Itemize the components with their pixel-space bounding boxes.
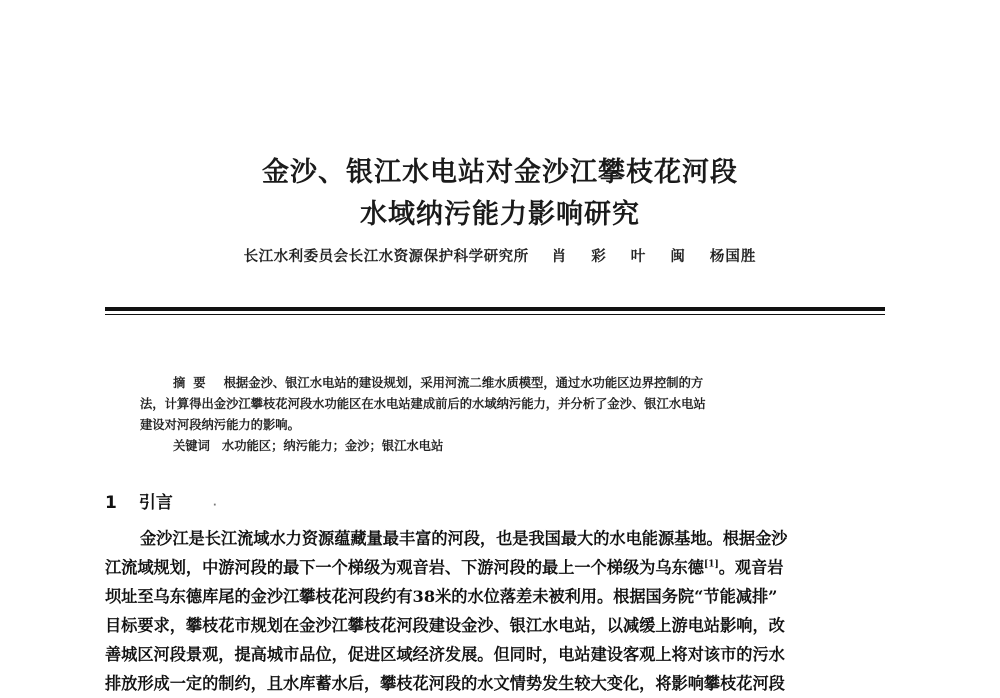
body-line-3: 坝址至乌东德库尾的金沙江攀枝花河段约有38米的水位落差未被利用。根据国务院“节能减排” bbox=[105, 587, 778, 606]
section-number: 1 bbox=[105, 493, 117, 513]
body-line-2 bbox=[105, 553, 885, 582]
author-affiliation: 长江水利委员会长江水资源保护科学研究所 bbox=[243, 248, 529, 265]
abstract-text-1: 根据金沙、银江水电站的建设规划，采用河流二维水质模型，通过水功能区边界控制的方 bbox=[223, 375, 704, 390]
body-text bbox=[105, 524, 885, 698]
header-rule-thin bbox=[105, 314, 885, 315]
abstract-line-3: 建设对河段纳污能力的影响。 bbox=[140, 417, 300, 432]
citation-ref: [1] bbox=[703, 559, 719, 570]
keywords-line bbox=[140, 435, 858, 456]
header-rule-thick bbox=[105, 307, 885, 311]
author-names: 肖 彩 叶 闽 杨国胜 bbox=[551, 248, 757, 265]
body-line-2-tail: 。观音岩 bbox=[718, 558, 784, 577]
body-line-6: 排放形成一定的制约，且水库蓄水后，攀枝花河段的水文情势发生较大变化，将影响攀枝花河段 bbox=[105, 674, 785, 693]
body-line-4: 目标要求，攀枝花市规划在金沙江攀枝花河段建设金沙、银江水电站，以减缓上游电站影响，改 bbox=[105, 616, 785, 635]
abstract-line-1 bbox=[140, 372, 858, 393]
keywords-label: 关键词 bbox=[173, 438, 210, 453]
paper-title-line-2: 水域纳污能力影响研究 bbox=[360, 199, 640, 230]
author-line bbox=[0, 245, 1000, 266]
body-line-5: 善城区河段景观，提高城市品位，促进区域经济发展。但同时，电站建设客观上将对该市的污水 bbox=[105, 645, 785, 664]
section-title: 引言 bbox=[138, 493, 173, 513]
abstract-line-2: 法，计算得出金沙江攀枝花河段水功能区在水电站建成前后的水域纳污能力，并分析了金沙、银江水电站 bbox=[140, 396, 706, 411]
body-line-1: 金沙江是长江流域水力资源蕴藏量最丰富的河段，也是我国最大的水电能源基地。根据金沙 bbox=[140, 529, 788, 548]
keywords-text: 水功能区；纳污能力；金沙；银江水电站 bbox=[221, 438, 444, 453]
stray-mark: · bbox=[212, 500, 217, 511]
section-heading bbox=[105, 488, 217, 513]
abstract-label: 摘要 bbox=[173, 375, 214, 390]
paper-title-line-1: 金沙、银江水电站对金沙江攀枝花河段 bbox=[262, 157, 738, 188]
body-line-2-text: 江流域规划，中游河段的最下一个梯级为观音岩、下游河段的最上一个梯级为乌东德 bbox=[105, 558, 704, 577]
abstract-block bbox=[140, 372, 858, 456]
